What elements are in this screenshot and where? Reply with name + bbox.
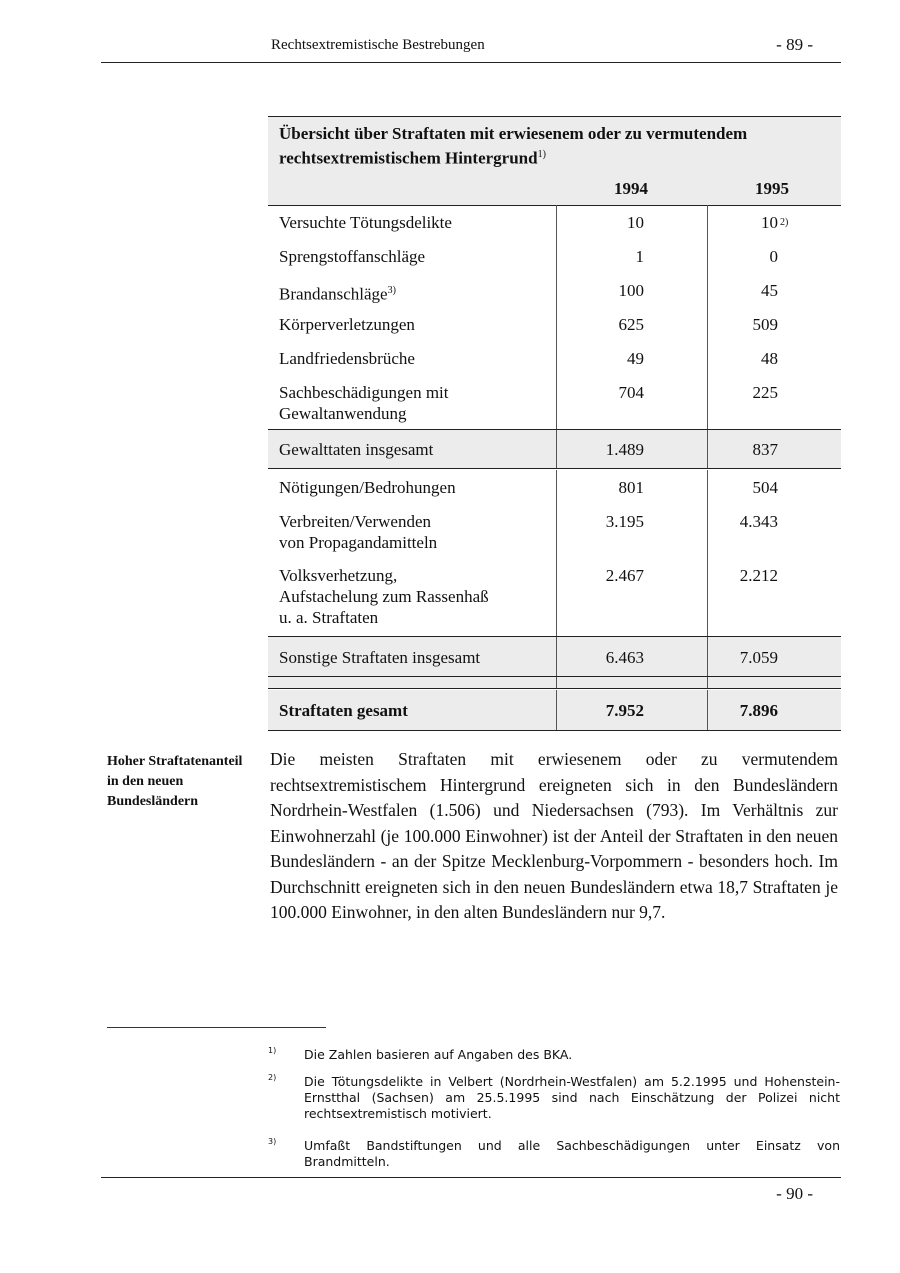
caption-footnote-ref: 1) xyxy=(537,149,546,160)
footnote-1: 1) Die Zahlen basieren auf Angaben des BKA. xyxy=(268,1046,573,1062)
other-offences-block xyxy=(268,470,841,636)
subtotal-violent-row: Gewalttaten insgesamt 1.489 837 xyxy=(268,429,841,469)
table-row: Volksverhetzung, Aufstachelung zum Rassenhaß u. a. Straftaten 2.467 2.212 xyxy=(268,559,841,636)
table-row: Körperverletzungen 625 509 xyxy=(268,307,841,341)
table-row: Sprengstoffanschläge 1 0 xyxy=(268,239,841,273)
body-paragraph: Die meisten Straftaten mit erwiesenem oder zu vermutendem rechtsextremistischem Hintergrund ereigneten sich in den Bundesländern Nordrhein-Westfalen (1.506) und Niedersachsen (793). Im Verhältnis zur Einwohnerzahl (je 100.000 Einwohner) ist der Anteil der Straftaten in den neuen Bundesländern - an der Spitze Mecklenburg-Vorpommern - besonders hoch. Im Durchschnitt ereigneten sich in den neuen Bundesländern etwa 18,7 Straftaten je 100.000 Einwohner, in den alten Bundesländern nur 9,7. xyxy=(270,749,838,922)
footnote-ref: 3) xyxy=(387,285,396,296)
table-row: Versuchte Tötungsdelikte 10 10 2) xyxy=(268,205,841,239)
page-number-bottom: - 90 - xyxy=(776,1184,813,1203)
footnote-ref: 2) xyxy=(780,217,789,228)
page-number-top: - 89 - xyxy=(776,35,813,54)
year-1995-header: 1995 xyxy=(755,179,789,198)
offences-table xyxy=(268,116,841,720)
margin-note: Hoher Straftatenanteil in den neuen Bundesländern xyxy=(107,754,243,809)
year-1994-header: 1994 xyxy=(614,179,648,198)
year-header-row xyxy=(268,171,841,206)
footnote-divider xyxy=(107,1027,326,1028)
table-row: Landfriedensbrüche 49 48 xyxy=(268,341,841,375)
page-footer xyxy=(101,1177,841,1203)
table-row: Verbreiten/Verwenden von Propagandamitteln 3.195 4.343 xyxy=(268,504,841,559)
footnote-3: 3) Umfaßt Bandstiftungen und alle Sachbeschädigungen unter Einsatz von Brandmitteln. xyxy=(268,1137,840,1169)
total-row: Straftaten gesamt 7.952 7.896 xyxy=(268,690,841,731)
running-title: Rechtsextremistische Bestrebungen xyxy=(271,37,485,53)
page-header xyxy=(101,28,841,63)
violent-offences-block xyxy=(268,205,841,431)
table-row: Brandanschläge$^{3)}$ 100 45 xyxy=(268,273,841,307)
spacer-row xyxy=(268,677,841,689)
table-row: Nötigungen/Bedrohungen 801 504 xyxy=(268,470,841,504)
footnote-2: 2) Die Tötungsdelikte in Velbert (Nordrhein-Westfalen) am 5.2.1995 und Hohenstein-Ernstthal (Sachsen) am 25.5.1995 sind nach Einschätzung der Polizei nicht rechtsextremistisch motiviert. xyxy=(268,1073,840,1121)
subtotal-other-row: Sonstige Straftaten insgesamt 6.463 7.059 xyxy=(268,636,841,677)
table-row: Sachbeschädigungen mit Gewaltanwendung 704 225 xyxy=(268,375,841,431)
table-caption: Übersicht über Straftaten mit erwiesenem oder zu vermutendem rechtsextremistischem Hintergrund$^{1)}$ xyxy=(268,116,841,171)
